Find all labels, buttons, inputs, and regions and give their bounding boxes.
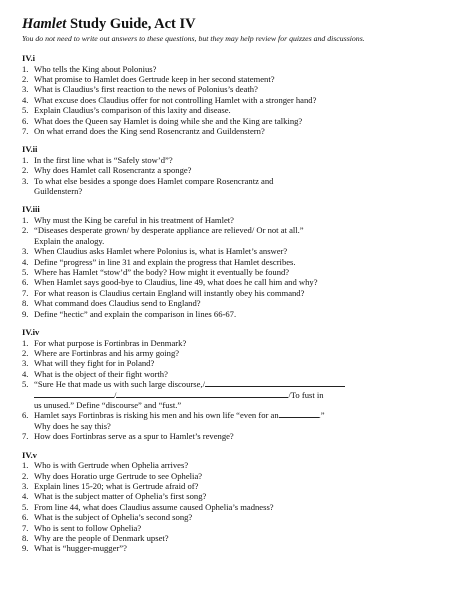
question-number: 7. [22, 522, 29, 533]
section-iv-i [22, 53, 456, 136]
question-item [22, 491, 456, 501]
question-line: Who is with Gertrude when Ophelia arrives? [34, 460, 189, 471]
question-number: 2. [22, 470, 29, 481]
section-iv-iv [22, 327, 456, 442]
question-item [22, 64, 456, 74]
question-number: 9. [22, 543, 29, 554]
question-item [22, 155, 456, 165]
question-list [22, 460, 456, 554]
question-text [34, 431, 456, 441]
page-title-play: Hamlet [22, 16, 67, 32]
question-line: When Hamlet says good-bye to Claudius, line 49, what does he call him and why? [34, 277, 318, 288]
question-item [22, 358, 456, 368]
answer-blank [34, 389, 117, 400]
question-sections [22, 53, 456, 554]
question-text [34, 379, 456, 410]
question-text [34, 74, 456, 84]
question-item [22, 95, 456, 105]
question-continuation: us unused.” Define “discourse” and “fust.” [34, 399, 182, 410]
question-item [22, 471, 456, 481]
question-text [34, 298, 456, 308]
question-text [34, 64, 456, 74]
question-item [22, 481, 456, 491]
question-line: What promise to Hamlet does Gertrude keep in her second statement? [34, 73, 275, 84]
question-line: Where are Fortinbras and his army going? [34, 347, 180, 358]
question-line: To what else besides a sponge does Hamlet compare Rosencrantz and [34, 175, 274, 186]
question-line: How does Fortinbras serve as a spur to Hamlet’s revenge? [34, 431, 234, 442]
question-number: 5. [22, 105, 29, 116]
question-item [22, 84, 456, 94]
question-item [22, 288, 456, 298]
question-text [34, 288, 456, 298]
question-line: When Claudius asks Hamlet where Polonius is, what is Hamlet’s answer? [34, 246, 288, 257]
question-text [34, 246, 456, 256]
question-line: What is the subject of Ophelia’s second song? [34, 512, 193, 523]
question-text [34, 215, 456, 225]
question-text [34, 105, 456, 115]
question-line: Explain lines 15-20; what is Gertrude afraid of? [34, 480, 199, 491]
question-item [22, 257, 456, 267]
question-number: 8. [22, 532, 29, 543]
section-iv-ii [22, 144, 456, 196]
question-item [22, 410, 456, 431]
question-text [34, 410, 456, 431]
question-text [34, 338, 456, 348]
question-text [34, 533, 456, 543]
question-continuation: Why does he say this? [34, 420, 111, 431]
question-number: 5. [22, 379, 29, 390]
question-line: Explain Claudius’s comparison of this laxity and disease. [34, 105, 231, 116]
question-text [34, 481, 456, 491]
question-number: 4. [22, 368, 29, 379]
question-line: For what reason is Claudius certain England will instantly obey his command? [34, 287, 305, 298]
question-text [34, 309, 456, 319]
question-list [22, 64, 456, 137]
question-text [34, 348, 456, 358]
question-number: 5. [22, 501, 29, 512]
question-line: What will they fight for in Poland? [34, 358, 155, 369]
question-number: 4. [22, 256, 29, 267]
question-line: Why does Horatio urge Gertrude to see Ophelia? [34, 470, 203, 481]
question-number: 3. [22, 175, 29, 186]
question-item [22, 533, 456, 543]
section-heading: IV.v [22, 449, 37, 460]
question-number: 1. [22, 460, 29, 471]
blank-separator: / [114, 389, 117, 400]
question-item [22, 309, 456, 319]
question-text [34, 84, 456, 94]
question-item [22, 338, 456, 348]
question-line: From line 44, what does Claudius assume caused Ophelia’s madness? [34, 501, 274, 512]
question-line: Define “hectic” and explain the comparison in lines 66-67. [34, 308, 237, 319]
question-number: 1. [22, 154, 29, 165]
question-number: 1. [22, 214, 29, 225]
answer-blank [116, 390, 288, 398]
question-item [22, 431, 456, 441]
section-heading: IV.ii [22, 144, 38, 155]
question-number: 7. [22, 125, 29, 136]
section-iv-v [22, 450, 456, 554]
question-item [22, 176, 456, 197]
question-line: What command does Claudius send to England? [34, 298, 201, 309]
question-item [22, 74, 456, 84]
question-text [34, 471, 456, 481]
section-heading: IV.iii [22, 204, 40, 215]
question-list [22, 155, 456, 197]
question-text [34, 491, 456, 501]
question-item [22, 105, 456, 115]
question-line: Why must the King be careful in his treatment of Hamlet? [34, 214, 234, 225]
question-continuation: Explain the analogy. [34, 235, 105, 246]
section-heading: IV.i [22, 53, 35, 63]
question-number: 9. [22, 308, 29, 319]
question-number: 4. [22, 491, 29, 502]
question-number: 6. [22, 277, 29, 288]
question-text [34, 155, 456, 165]
question-text [34, 126, 456, 136]
question-item [22, 225, 456, 246]
question-number: 4. [22, 94, 29, 105]
question-number: 2. [22, 165, 29, 176]
question-item [22, 512, 456, 522]
question-item [22, 267, 456, 277]
question-item [22, 126, 456, 136]
question-number: 6. [22, 410, 29, 421]
question-number: 3. [22, 480, 29, 491]
question-item [22, 369, 456, 379]
question-line: Define “progress” in line 31 and explain the progress that Hamlet describes. [34, 256, 296, 267]
question-line: Why are the people of Denmark upset? [34, 532, 169, 543]
question-number: 7. [22, 431, 29, 442]
answer-blank [279, 410, 319, 418]
question-number: 1. [22, 63, 29, 74]
section-heading: IV.iv [22, 327, 40, 338]
question-number: 7. [22, 287, 29, 298]
intro-note: You do not need to write out answers to these questions, but they may help review for quizzes and discussions. [22, 34, 365, 43]
question-item [22, 523, 456, 533]
question-line: What excuse does Claudius offer for not controlling Hamlet with a stronger hand? [34, 94, 317, 105]
question-number: 3. [22, 84, 29, 95]
question-item [22, 379, 456, 410]
question-item [22, 165, 456, 175]
question-item [22, 215, 456, 225]
question-number: 2. [22, 225, 29, 236]
question-line: Hamlet says Fortinbras is risking his men and his own life “even for an [34, 410, 279, 421]
question-text [34, 267, 456, 277]
question-continuation: Guildenstern? [34, 186, 83, 197]
question-number: 2. [22, 73, 29, 84]
question-item [22, 502, 456, 512]
question-item [22, 348, 456, 358]
question-line: What is Claudius’s first reaction to the news of Polonius’s death? [34, 84, 258, 95]
question-number: 6. [22, 115, 29, 126]
question-number: 8. [22, 298, 29, 309]
question-line: Where has Hamlet “stow’d” the body? How might it eventually be found? [34, 267, 290, 277]
question-line: What does the Queen say Hamlet is doing while she and the King are talking? [34, 115, 303, 126]
question-text [34, 523, 456, 533]
question-item [22, 246, 456, 256]
question-text [34, 176, 456, 197]
question-item [22, 460, 456, 470]
question-number: 5. [22, 267, 29, 277]
question-line: For what purpose is Fortinbras in Denmark? [34, 337, 187, 348]
question-line: What is the subject matter of Ophelia’s first song? [34, 491, 207, 502]
question-text [34, 257, 456, 267]
question-list [22, 215, 456, 319]
question-text [34, 95, 456, 105]
question-line: Who tells the King about Polonius? [34, 63, 157, 74]
question-text [34, 225, 456, 246]
question-number: 1. [22, 337, 29, 348]
question-line: “Sure He that made us with such large discourse,/ [34, 379, 205, 390]
page-title [22, 16, 456, 33]
question-text [34, 543, 456, 553]
question-line: Why does Hamlet call Rosencrantz a sponge? [34, 165, 192, 176]
question-line: In the first line what is “Safely stow’d”? [34, 154, 173, 165]
question-item [22, 543, 456, 553]
question-item [22, 116, 456, 126]
question-line: What is “hugger-mugger”? [34, 543, 127, 554]
question-line-end: .” [318, 410, 325, 421]
answer-blank [205, 379, 345, 387]
question-line: What is the object of their fight worth? [34, 368, 168, 379]
question-text [34, 502, 456, 512]
question-text [34, 116, 456, 126]
question-line: On what errand does the King send Rosencrantz and Guildenstern? [34, 125, 265, 136]
question-list [22, 338, 456, 442]
question-number: 2. [22, 347, 29, 358]
question-item [22, 277, 456, 287]
question-number: 3. [22, 358, 29, 369]
section-iv-iii [22, 204, 456, 319]
question-line: “Diseases desperate grown/ by desperate appliance are relieved/ Or not at all.” [34, 225, 304, 236]
question-number: 6. [22, 512, 29, 523]
question-item [22, 298, 456, 308]
question-text [34, 512, 456, 522]
question-text [34, 277, 456, 287]
question-text [34, 460, 456, 470]
page-title-rest: Study Guide, Act IV [66, 16, 196, 32]
question-line-end: /To fust in [288, 389, 324, 400]
question-text [34, 358, 456, 368]
question-line: Who is sent to follow Ophelia? [34, 522, 142, 533]
question-number: 3. [22, 246, 29, 257]
question-text [34, 369, 456, 379]
question-text [34, 165, 456, 175]
